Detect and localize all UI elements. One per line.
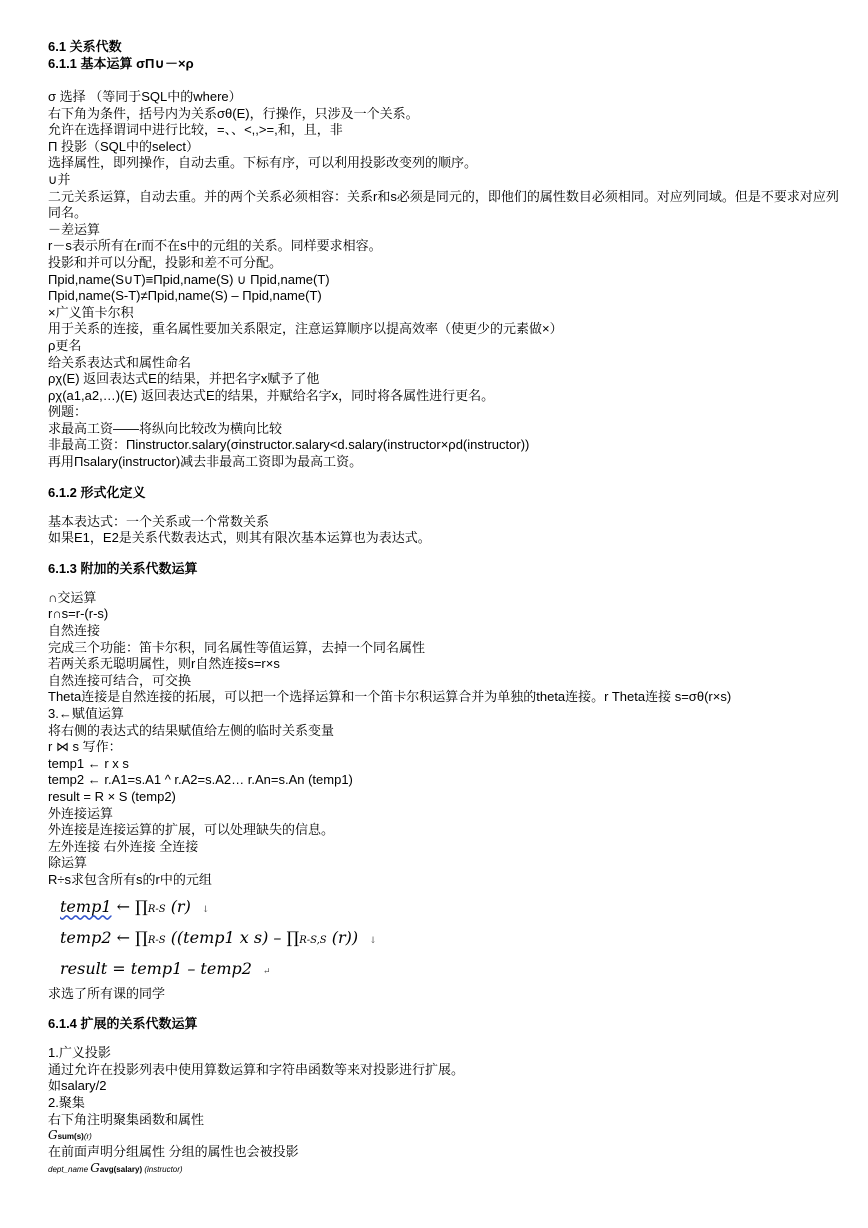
- text-line: 在前面声明分组属性 分组的属性也会被投影: [48, 1144, 299, 1160]
- aggregate-subscript: sum(s): [57, 1132, 84, 1142]
- text-line: r∩s=r-(r-s): [48, 606, 109, 622]
- section-title-6-1-3: 6.1.3 附加的关系代数运算: [48, 560, 198, 576]
- pi-symbol: ∏: [135, 927, 148, 947]
- text-line: 3.←赋值运算: [48, 706, 124, 721]
- spacer: [48, 471, 848, 484]
- text-line: 投影和并可以分配，投影和差不可分配。: [48, 254, 283, 270]
- text-line: 外连接是连接运算的扩展，可以处理缺失的信息。: [48, 822, 335, 838]
- formula-line-1: [48, 893, 848, 924]
- paragraph-mark-icon: ↓: [201, 904, 210, 915]
- text-line: 如果E1，E2是关系代数表达式，则其有限次基本运算也为表达式。: [48, 530, 431, 546]
- text-line: R÷s求包含所有s的r中的元组: [48, 871, 212, 887]
- arrow-symbol: ←: [116, 896, 130, 916]
- spacer: [48, 72, 848, 89]
- aggregate-formula-1: [48, 1128, 848, 1144]
- text-line: temp1 ← r x s: [48, 755, 129, 771]
- text-line: 自然连接可结合，可交换: [48, 672, 192, 688]
- formula-rest: (r): [170, 896, 191, 916]
- text-line: Theta连接是自然连接的拓展，可以把一个选择运算和一个笛卡尔积运算合并为单独的theta连接。r Theta连接 s=σθ(r×s): [48, 689, 732, 705]
- text-line: ∩交运算: [48, 589, 97, 605]
- text-line: 求选了所有课的同学: [48, 985, 166, 1001]
- aggregate-rest: (instructor): [144, 1164, 183, 1174]
- formula-middle: ((temp1 x s) – ∏: [170, 927, 300, 947]
- text-line: 若两关系无聪明属性，则r自然连接s=r×s: [48, 656, 280, 672]
- text-line: 例题：: [48, 404, 88, 420]
- text-line: 完成三个功能：笛卡尔积，同名属性等值运算，去掉一个同名属性: [48, 639, 426, 655]
- formula-lhs: temp1: [60, 896, 112, 916]
- spacer: [48, 547, 848, 560]
- text-line: 如salary/2: [48, 1078, 107, 1094]
- text-line: 用于关系的连接，重名属性要加关系限定，注意运算顺序以提高效率（使更少的元素做×）: [48, 321, 563, 337]
- formula-lhs: temp2: [60, 927, 112, 947]
- text-line: 1.广义投影: [48, 1045, 111, 1061]
- section-title-6-1: 6.1 关系代数: [48, 39, 122, 54]
- text-line: 通过允许在投影列表中使用算数运算和字符串函数等来对投影进行扩展。: [48, 1061, 465, 1077]
- aggregate-symbol: G: [90, 1160, 100, 1175]
- text-line: 求最高工资——将纵向比较改为横向比较: [48, 420, 283, 436]
- section-title-6-1-2: 6.1.2 形式化定义: [48, 484, 146, 500]
- text-line: 自然连接: [48, 623, 101, 639]
- text-line: ρχ(E) 返回表达式E的结果，并把名字x赋予了他: [48, 371, 320, 387]
- text-line: ×广义笛卡尔积: [48, 304, 134, 320]
- text-line: 外连接运算: [48, 805, 114, 821]
- section-title-6-1-4: 6.1.4 扩展的关系代数运算: [48, 1016, 198, 1032]
- text-line: Π 投影（SQL中的select）: [48, 138, 199, 154]
- aggregate-rest: (r): [83, 1132, 92, 1142]
- text-line: －差运算: [48, 221, 101, 237]
- aggregate-formula-2: [48, 1161, 848, 1177]
- text-line: 再用Πsalary(instructor)减去非最高工资即为最高工资。: [48, 454, 363, 470]
- division-formula: [48, 893, 848, 986]
- formula-text: result = temp1 – temp2: [60, 958, 252, 978]
- text-line: ρ更名: [48, 337, 82, 353]
- spacer: [48, 501, 848, 514]
- text-line: 基本表达式：一个关系或一个常数关系: [48, 513, 270, 529]
- text-line: 将右侧的表达式的结果赋值给左侧的临时关系变量: [48, 722, 335, 738]
- aggregate-symbol: G: [48, 1128, 58, 1143]
- text-line: 允许在选择谓词中进行比较，=、、<,,>=,和，且，非: [48, 122, 343, 138]
- formula-subscript: R-S: [147, 934, 166, 946]
- text-line: 二元关系运算，自动去重。并的两个关系必须相容：关系r和s必须是同元的，即他们的属性数目必须相同。对应列同域。但是不要求对应列同名。: [48, 188, 839, 221]
- text-line: ρχ(a1,a2,…)(E) 返回表达式E的结果，并赋给名字x，同时将各属性进行更名。: [48, 387, 495, 403]
- text-line: result = R × S (temp2): [48, 788, 176, 804]
- group-attribute: dept_name: [48, 1164, 89, 1174]
- text-line: Πpid,name(S-T)≠Πpid,name(S) – Πpid,name(T): [48, 288, 322, 304]
- formula-line-3: [48, 955, 848, 986]
- section-6-1-4-body: [48, 1045, 848, 1128]
- arrow-symbol: ←: [116, 927, 130, 947]
- section-title-6-1-1: 6.1.1 基本运算 σΠ∪－×ρ: [48, 56, 194, 71]
- spacer: [48, 1032, 848, 1045]
- text-line: 除运算: [48, 855, 88, 871]
- spacer: [48, 577, 848, 590]
- text-line: 非最高工资：Πinstructor.salary(σinstructor.salary<d.salary(instructor×ρd(instructor)): [48, 437, 530, 453]
- text-line: ∪并: [48, 171, 71, 187]
- paragraph-mark-icon: ↓: [369, 935, 377, 946]
- text-line: Πpid,name(S∪T)≡Πpid,name(S) ∪ Πpid,name(T): [48, 271, 330, 287]
- section-6-1-1-body: [48, 89, 848, 471]
- formula-subscript: R-S,S: [299, 934, 327, 946]
- formula-line-2: [48, 924, 848, 955]
- pi-symbol: ∏: [135, 896, 148, 916]
- paragraph-mark-icon: ↵: [263, 966, 271, 977]
- text-line: 左外连接 右外连接 全连接: [48, 838, 199, 854]
- text-line: temp2 ← r.A1=s.A1 ^ r.A2=s.A2… r.An=s.An (temp1): [48, 772, 353, 788]
- text-line: 选择属性，即列操作，自动去重。下标有序，可以利用投影改变列的顺序。: [48, 155, 478, 171]
- section-6-1-2-body: [48, 514, 848, 547]
- text-line: r－s表示所有在r而不在s中的元组的关系。同样要求相容。: [48, 238, 382, 254]
- document-page: [48, 38, 848, 1177]
- text-line: 2.聚集: [48, 1094, 85, 1110]
- formula-subscript: R-S: [147, 903, 166, 915]
- spacer: [48, 1002, 848, 1015]
- text-line: σ 选择 （等同于SQL中的where）: [48, 89, 242, 104]
- formula-rest: (r)): [331, 927, 359, 947]
- text-line: 给关系表达式和属性命名: [48, 354, 192, 370]
- aggregate-subscript: avg(salary): [99, 1164, 143, 1174]
- text-line: r ⋈ s 写作：: [48, 739, 122, 755]
- text-line: 右下角注明聚集函数和属性: [48, 1111, 205, 1127]
- text-line: 右下角为条件，括号内为关系σθ(E)，行操作，只涉及一个关系。: [48, 105, 419, 121]
- section-6-1-3-body: [48, 590, 848, 889]
